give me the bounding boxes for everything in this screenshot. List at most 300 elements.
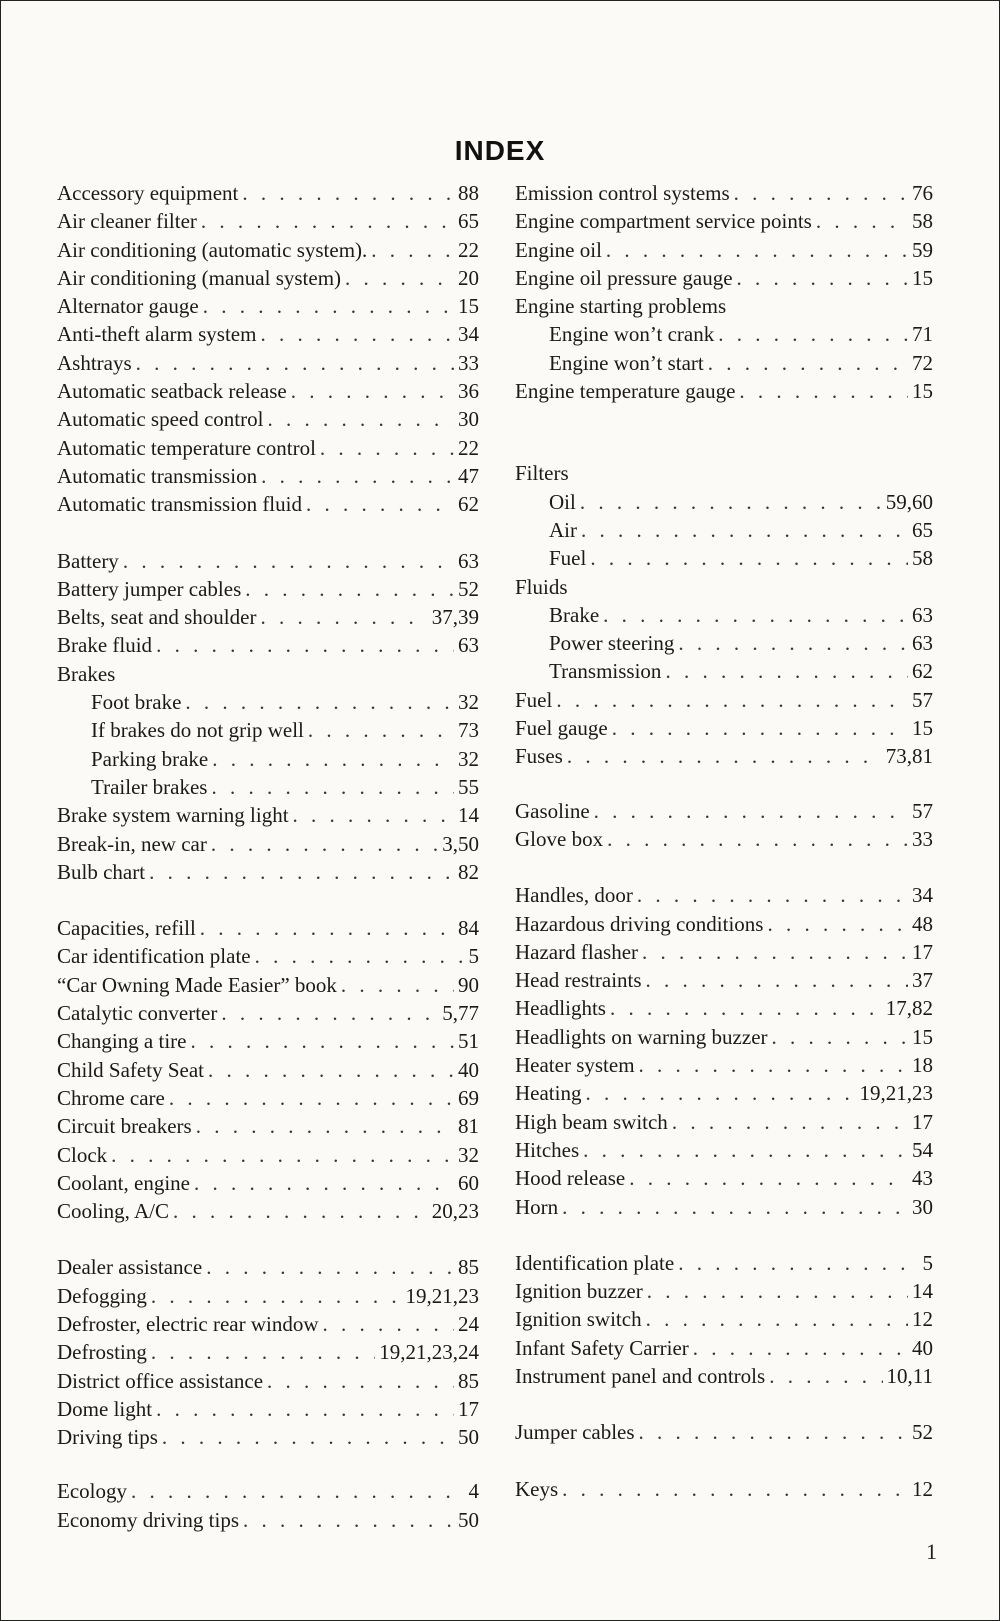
entry-label: Ecology bbox=[57, 1479, 127, 1504]
entry-label: Alternator gauge bbox=[57, 294, 199, 319]
entry-label: Dealer assistance bbox=[57, 1255, 203, 1280]
index-subentry bbox=[515, 320, 933, 348]
dot-leader bbox=[769, 1362, 882, 1390]
index-entry bbox=[57, 405, 479, 433]
index-entry bbox=[515, 797, 933, 825]
entry-label: Jumper cables bbox=[515, 1420, 635, 1445]
entry-label: Anti-theft alarm system bbox=[57, 322, 257, 347]
dot-leader bbox=[672, 1108, 908, 1136]
index-entry bbox=[57, 349, 479, 377]
dot-leader bbox=[637, 881, 908, 909]
index-entry bbox=[57, 1112, 479, 1140]
entry-label: Defrosting bbox=[57, 1340, 147, 1365]
entry-pages: 85 bbox=[458, 1368, 479, 1393]
entry-label: Air cleaner filter bbox=[57, 209, 197, 234]
dot-leader bbox=[816, 207, 908, 235]
entry-pages: 15 bbox=[912, 1024, 933, 1049]
entry-pages: 30 bbox=[458, 407, 479, 432]
entry-label: Car identification plate bbox=[57, 944, 251, 969]
entry-pages: 19,21,23 bbox=[859, 1081, 933, 1106]
dot-leader bbox=[737, 264, 908, 292]
index-entry bbox=[57, 1084, 479, 1112]
dot-leader bbox=[594, 797, 908, 825]
index-entry bbox=[57, 292, 479, 320]
entry-pages: 30 bbox=[912, 1194, 933, 1219]
dot-leader bbox=[612, 714, 908, 742]
index-subentry bbox=[515, 629, 933, 657]
dot-leader bbox=[580, 488, 882, 516]
entry-label: Heating bbox=[515, 1081, 582, 1106]
entry-pages: 58 bbox=[912, 209, 933, 234]
index-subentry bbox=[515, 488, 933, 516]
entry-pages: 22 bbox=[458, 435, 479, 460]
index-entry bbox=[57, 490, 479, 518]
index-entry bbox=[57, 971, 479, 999]
index-subentry bbox=[515, 601, 933, 629]
index-entry bbox=[57, 942, 479, 970]
entry-pages: 58 bbox=[912, 546, 933, 571]
entry-label: Gasoline bbox=[515, 798, 590, 823]
entry-label: Instrument panel and controls bbox=[515, 1363, 766, 1388]
entry-pages: 72 bbox=[912, 350, 933, 375]
index-entry bbox=[57, 1367, 479, 1395]
entry-pages: 81 bbox=[458, 1114, 479, 1139]
dot-leader bbox=[206, 1253, 454, 1281]
entry-label: Fluids bbox=[515, 574, 568, 599]
entry-label: Chrome care bbox=[57, 1085, 165, 1110]
dot-leader bbox=[242, 179, 454, 207]
entry-label: Trailer brakes bbox=[91, 774, 208, 799]
entry-label: Oil bbox=[549, 489, 576, 514]
index-entry bbox=[515, 264, 933, 292]
entry-pages: 82 bbox=[458, 859, 479, 884]
entry-label: Power steering bbox=[549, 631, 675, 656]
entry-pages: 33 bbox=[458, 350, 479, 375]
entry-pages: 84 bbox=[458, 916, 479, 941]
dot-leader bbox=[718, 320, 908, 348]
dot-leader bbox=[211, 830, 438, 858]
index-subentry bbox=[57, 773, 479, 801]
entry-label: Defogging bbox=[57, 1283, 147, 1308]
entry-pages: 5 bbox=[468, 944, 479, 969]
entry-label: If brakes do not grip well bbox=[91, 718, 304, 743]
page-title: INDEX bbox=[454, 135, 546, 166]
entry-label: Automatic speed control bbox=[57, 407, 264, 432]
dot-leader bbox=[261, 462, 454, 490]
entry-pages: 37 bbox=[912, 968, 933, 993]
entry-pages: 3,50 bbox=[442, 831, 479, 856]
entry-label: Clock bbox=[57, 1142, 108, 1167]
entry-label: Hazard flasher bbox=[515, 939, 639, 964]
entry-pages: 17 bbox=[912, 1109, 933, 1134]
dot-leader bbox=[136, 349, 454, 377]
entry-pages: 60 bbox=[458, 1170, 479, 1195]
dot-leader bbox=[196, 1112, 454, 1140]
index-entry bbox=[515, 1305, 933, 1333]
entry-pages: 71 bbox=[912, 322, 933, 347]
entry-pages: 50 bbox=[458, 1425, 479, 1450]
index-entry bbox=[515, 1334, 933, 1362]
entry-pages: 76 bbox=[912, 181, 933, 205]
dot-leader bbox=[607, 825, 908, 853]
entry-label: Ashtrays bbox=[57, 350, 132, 375]
dot-leader bbox=[200, 914, 454, 942]
index-heading bbox=[515, 292, 933, 320]
dot-leader bbox=[603, 601, 908, 629]
dot-leader bbox=[693, 1334, 908, 1362]
dot-leader bbox=[708, 349, 908, 377]
dot-leader bbox=[308, 716, 454, 744]
entry-pages: 34 bbox=[458, 322, 479, 347]
entry-label: Transmission bbox=[549, 659, 662, 684]
entry-label: Infant Safety Carrier bbox=[515, 1335, 689, 1360]
index-entry bbox=[57, 547, 479, 575]
entry-label: Headlights bbox=[515, 996, 606, 1021]
dot-leader bbox=[583, 1136, 908, 1164]
entry-label: Foot brake bbox=[91, 690, 182, 715]
entry-pages: 63 bbox=[458, 548, 479, 573]
dot-leader bbox=[647, 1277, 908, 1305]
entry-label: Air conditioning (automatic system). bbox=[57, 237, 368, 262]
dot-leader bbox=[567, 742, 882, 770]
entry-pages: 12 bbox=[912, 1476, 933, 1501]
entry-label: Hood release bbox=[515, 1166, 626, 1191]
dot-leader bbox=[211, 773, 454, 801]
index-entry bbox=[57, 1141, 479, 1169]
dot-leader bbox=[245, 575, 454, 603]
dot-leader bbox=[111, 1141, 454, 1169]
entry-pages: 54 bbox=[912, 1137, 933, 1162]
index-subentry bbox=[57, 745, 479, 773]
entry-pages: 15 bbox=[912, 379, 933, 404]
entry-pages: 34 bbox=[912, 883, 933, 908]
entry-pages: 37,39 bbox=[431, 605, 479, 630]
index-entry bbox=[515, 1023, 933, 1051]
entry-label: Fuses bbox=[515, 744, 563, 769]
entry-pages: 63 bbox=[912, 602, 933, 627]
dot-leader bbox=[646, 1305, 908, 1333]
dot-leader bbox=[581, 516, 908, 544]
index-entry bbox=[57, 1395, 479, 1423]
dot-leader bbox=[590, 544, 908, 572]
section-gap bbox=[515, 771, 933, 797]
dot-leader bbox=[194, 1169, 454, 1197]
index-subentry bbox=[515, 349, 933, 377]
index-entry bbox=[57, 1197, 479, 1225]
index-entry bbox=[57, 320, 479, 348]
entry-pages: 14 bbox=[912, 1279, 933, 1304]
entry-label: Catalytic converter bbox=[57, 1001, 218, 1026]
dot-leader bbox=[208, 1056, 454, 1084]
entry-pages: 5 bbox=[922, 1250, 933, 1275]
index-entry bbox=[57, 801, 479, 829]
index-entry bbox=[57, 858, 479, 886]
entry-label: Cooling, A/C bbox=[57, 1199, 170, 1224]
dot-leader bbox=[169, 1084, 454, 1112]
entry-pages: 40 bbox=[912, 1335, 933, 1360]
index-entry bbox=[515, 881, 933, 909]
entry-pages: 5,77 bbox=[442, 1001, 479, 1026]
entry-pages: 88 bbox=[458, 181, 479, 205]
entry-pages: 20 bbox=[458, 265, 479, 290]
entry-label: Break-in, new car bbox=[57, 831, 207, 856]
entry-label: Air bbox=[549, 517, 577, 542]
index-entry bbox=[57, 1423, 479, 1451]
entry-pages: 85 bbox=[458, 1255, 479, 1280]
index-entry bbox=[57, 631, 479, 659]
entry-label: Engine starting problems bbox=[515, 294, 727, 319]
section-gap bbox=[57, 1225, 479, 1253]
entry-pages: 32 bbox=[458, 746, 479, 771]
entry-pages: 48 bbox=[912, 911, 933, 936]
entry-label: Hazardous driving conditions bbox=[515, 911, 764, 936]
index-entry bbox=[515, 1249, 933, 1277]
index-entry bbox=[515, 1193, 933, 1221]
entry-label: District office assistance bbox=[57, 1368, 264, 1393]
index-entry bbox=[515, 714, 933, 742]
dot-leader bbox=[149, 858, 454, 886]
entry-pages: 59 bbox=[912, 237, 933, 262]
dot-leader bbox=[260, 320, 454, 348]
dot-leader bbox=[151, 1338, 375, 1366]
dot-leader bbox=[371, 236, 454, 264]
entry-pages: 57 bbox=[912, 798, 933, 823]
index-entry bbox=[57, 1027, 479, 1055]
entry-pages: 36 bbox=[458, 379, 479, 404]
index-entry bbox=[57, 462, 479, 490]
entry-label: Automatic transmission fluid bbox=[57, 492, 302, 517]
entry-label: Defroster, electric rear window bbox=[57, 1311, 319, 1336]
index-entry bbox=[515, 825, 933, 853]
entry-pages: 50 bbox=[458, 1507, 479, 1532]
entry-label: Engine oil pressure gauge bbox=[515, 265, 733, 290]
entry-label: Accessory equipment bbox=[57, 181, 239, 205]
entry-label: Headlights on warning buzzer bbox=[515, 1024, 768, 1049]
entry-pages: 32 bbox=[458, 690, 479, 715]
entry-label: Automatic temperature control bbox=[57, 435, 316, 460]
entry-label: Handles, door bbox=[515, 883, 633, 908]
entry-pages: 63 bbox=[458, 633, 479, 658]
index-entry bbox=[515, 1277, 933, 1305]
dot-leader bbox=[678, 1249, 918, 1277]
entry-label: Emission control systems bbox=[515, 181, 730, 205]
dot-leader bbox=[267, 405, 454, 433]
section-gap bbox=[57, 1451, 479, 1477]
entry-label: Ignition switch bbox=[515, 1307, 642, 1332]
index-subentry bbox=[57, 716, 479, 744]
entry-label: Engine oil bbox=[515, 237, 602, 262]
entry-label: Identification plate bbox=[515, 1250, 675, 1275]
entry-label: Economy driving tips bbox=[57, 1507, 239, 1532]
index-entry bbox=[515, 207, 933, 235]
index-heading bbox=[515, 459, 933, 487]
section-gap bbox=[515, 853, 933, 881]
entry-pages: 19,21,23,24 bbox=[379, 1340, 479, 1365]
index-entry bbox=[515, 1136, 933, 1164]
dot-leader bbox=[323, 1310, 454, 1338]
dot-leader bbox=[665, 657, 908, 685]
entry-label: Fuel gauge bbox=[515, 716, 608, 741]
index-entry bbox=[57, 1338, 479, 1366]
dot-leader bbox=[243, 1506, 454, 1534]
entry-pages: 52 bbox=[458, 576, 479, 601]
entry-pages: 10,11 bbox=[886, 1363, 933, 1388]
index-right-column bbox=[515, 179, 933, 1503]
index-entry bbox=[515, 179, 933, 207]
entry-label: Heater system bbox=[515, 1053, 635, 1078]
entry-label: Parking brake bbox=[91, 746, 209, 771]
entry-label: Dome light bbox=[57, 1396, 153, 1421]
entry-pages: 14 bbox=[458, 803, 479, 828]
entry-pages: 69 bbox=[458, 1085, 479, 1110]
entry-label: Capacities, refill bbox=[57, 916, 196, 941]
entry-label: Horn bbox=[515, 1194, 559, 1219]
entry-label: Head restraints bbox=[515, 968, 642, 993]
index-entry bbox=[515, 1108, 933, 1136]
index-entry bbox=[57, 207, 479, 235]
entry-label: Air conditioning (manual system) bbox=[57, 265, 342, 290]
entry-label: Automatic seatback release bbox=[57, 379, 287, 404]
entry-pages: 17 bbox=[912, 939, 933, 964]
entry-label: Engine won’t start bbox=[549, 350, 704, 375]
dot-leader bbox=[260, 603, 427, 631]
dot-leader bbox=[201, 207, 454, 235]
entry-pages: 15 bbox=[458, 294, 479, 319]
index-entry bbox=[57, 179, 479, 207]
dot-leader bbox=[556, 686, 908, 714]
entry-label: Engine temperature gauge bbox=[515, 379, 736, 404]
index-entry bbox=[515, 742, 933, 770]
entry-pages: 19,21,23 bbox=[405, 1283, 479, 1308]
section-gap bbox=[57, 886, 479, 914]
index-entry bbox=[515, 377, 933, 405]
entry-pages: 51 bbox=[458, 1029, 479, 1054]
entry-label: Brake bbox=[549, 602, 600, 627]
index-subentry bbox=[515, 544, 933, 572]
index-subentry bbox=[515, 657, 933, 685]
dot-leader bbox=[190, 1027, 454, 1055]
dot-leader bbox=[678, 629, 908, 657]
dot-leader bbox=[767, 910, 908, 938]
index-entry bbox=[57, 1169, 479, 1197]
entry-pages: 59,60 bbox=[885, 489, 933, 514]
dot-leader bbox=[291, 377, 454, 405]
dot-leader bbox=[562, 1193, 908, 1221]
entry-label: Bulb chart bbox=[57, 859, 146, 884]
section-gap bbox=[57, 519, 479, 547]
index-entry bbox=[57, 1310, 479, 1338]
index-entry bbox=[57, 575, 479, 603]
entry-label: Belts, seat and shoulder bbox=[57, 605, 257, 630]
index-entry bbox=[57, 603, 479, 631]
dot-leader bbox=[212, 745, 454, 773]
entry-label: Fuel bbox=[549, 546, 587, 571]
entry-pages: 20,23 bbox=[431, 1199, 479, 1224]
index-entry bbox=[57, 1253, 479, 1281]
index-entry bbox=[57, 434, 479, 462]
index-entry bbox=[515, 938, 933, 966]
dot-leader bbox=[185, 688, 454, 716]
entry-label: Engine compartment service points bbox=[515, 209, 812, 234]
index-subentry bbox=[515, 516, 933, 544]
index-entry bbox=[515, 994, 933, 1022]
index-entry bbox=[57, 1282, 479, 1310]
entry-pages: 24 bbox=[458, 1311, 479, 1336]
dot-leader bbox=[341, 971, 454, 999]
index-entry bbox=[57, 1477, 479, 1505]
dot-leader bbox=[293, 801, 454, 829]
entry-pages: 73 bbox=[458, 718, 479, 743]
entry-label: Changing a tire bbox=[57, 1029, 187, 1054]
section-gap bbox=[515, 1447, 933, 1475]
dot-leader bbox=[562, 1475, 908, 1503]
entry-pages: 47 bbox=[458, 463, 479, 488]
entry-label: Keys bbox=[515, 1476, 559, 1501]
dot-leader bbox=[123, 547, 454, 575]
entry-pages: 18 bbox=[912, 1053, 933, 1078]
index-entry bbox=[57, 914, 479, 942]
page-number: 1 bbox=[926, 1539, 937, 1564]
index-entry bbox=[515, 1079, 933, 1107]
index-entry bbox=[57, 377, 479, 405]
dot-leader bbox=[642, 938, 908, 966]
entry-label: Coolant, engine bbox=[57, 1170, 190, 1195]
dot-leader bbox=[131, 1477, 465, 1505]
dot-leader bbox=[320, 434, 454, 462]
entry-pages: 73,81 bbox=[885, 744, 933, 769]
entry-pages: 22 bbox=[458, 237, 479, 262]
entry-pages: 62 bbox=[912, 659, 933, 684]
entry-label: Engine won’t crank bbox=[549, 322, 715, 347]
index-heading bbox=[57, 660, 479, 688]
entry-label: Fuel bbox=[515, 687, 553, 712]
dot-leader bbox=[156, 1395, 454, 1423]
entry-pages: 40 bbox=[458, 1057, 479, 1082]
entry-label: Brakes bbox=[57, 661, 116, 686]
index-entry bbox=[57, 1506, 479, 1534]
entry-pages: 62 bbox=[458, 492, 479, 517]
entry-label: Child Safety Seat bbox=[57, 1057, 204, 1082]
entry-label: Hitches bbox=[515, 1137, 580, 1162]
index-entry bbox=[515, 236, 933, 264]
section-gap bbox=[515, 1390, 933, 1418]
dot-leader bbox=[151, 1282, 402, 1310]
index-left-column bbox=[57, 179, 479, 1534]
entry-label: Battery bbox=[57, 548, 119, 573]
entry-label: Driving tips bbox=[57, 1425, 158, 1450]
entry-label: Battery jumper cables bbox=[57, 576, 242, 601]
entry-label: Circuit breakers bbox=[57, 1114, 192, 1139]
section-gap bbox=[515, 1221, 933, 1249]
dot-leader bbox=[345, 264, 454, 292]
index-entry bbox=[515, 910, 933, 938]
index-entry bbox=[57, 264, 479, 292]
entry-pages: 15 bbox=[912, 265, 933, 290]
entry-pages: 52 bbox=[912, 1420, 933, 1445]
entry-label: “Car Owning Made Easier” book bbox=[57, 972, 337, 997]
dot-leader bbox=[156, 631, 454, 659]
index-entry bbox=[515, 686, 933, 714]
entry-pages: 65 bbox=[912, 517, 933, 542]
index-entry bbox=[515, 1051, 933, 1079]
entry-pages: 17,82 bbox=[885, 996, 933, 1021]
index-entry bbox=[515, 1362, 933, 1390]
entry-pages: 63 bbox=[912, 631, 933, 656]
dot-leader bbox=[162, 1423, 454, 1451]
section-gap bbox=[515, 405, 933, 459]
dot-leader bbox=[772, 1023, 908, 1051]
entry-pages: 90 bbox=[458, 972, 479, 997]
